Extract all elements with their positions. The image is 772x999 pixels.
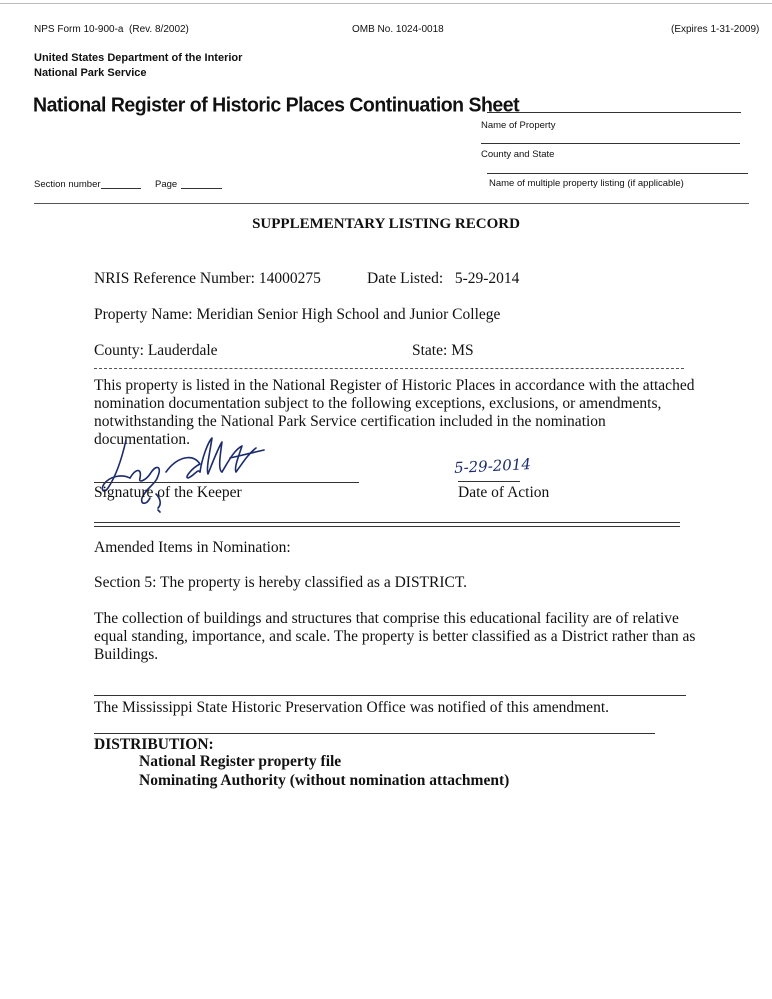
- name-of-property-label: Name of Property: [481, 120, 556, 131]
- statement-line-1: This property is listed in the National Register of Historic Places in accordance with the attached: [94, 377, 695, 394]
- property-name: Property Name: Meridian Senior High School and Junior College: [94, 306, 501, 323]
- page-blank: [181, 188, 222, 189]
- department: United States Department of the Interior: [34, 52, 243, 64]
- service: National Park Service: [34, 67, 147, 79]
- keeper-signature: [96, 428, 271, 518]
- county-state-line: [481, 143, 740, 144]
- date-listed: Date Listed: 5-29-2014: [367, 270, 520, 287]
- dashed-separator: [94, 368, 684, 369]
- expiration: (Expires 1-31-2009): [671, 24, 760, 35]
- distribution-heading: DISTRIBUTION:: [94, 736, 214, 753]
- multiple-listing-label: Name of multiple property listing (if applicable): [489, 178, 684, 189]
- section-number-blank: [101, 188, 141, 189]
- explanation-line-3: Buildings.: [94, 646, 159, 663]
- section-number-label: Section number: [34, 179, 101, 190]
- header-divider: [34, 203, 749, 204]
- record-heading: SUPPLEMENTARY LISTING RECORD: [252, 216, 520, 232]
- statement-line-2: nomination documentation subject to the following exceptions, exclusions, or amendments,: [94, 395, 662, 412]
- county: County: Lauderdale: [94, 342, 218, 359]
- multiple-listing-line: [487, 173, 748, 174]
- section5-amendment: Section 5: The property is hereby classified as a DISTRICT.: [94, 574, 468, 591]
- date-of-action-label: Date of Action: [458, 484, 550, 501]
- scan-edge: [0, 3, 772, 4]
- notification-rule: [94, 695, 686, 696]
- county-state-label: County and State: [481, 149, 555, 160]
- signature-line: [94, 482, 359, 483]
- nris-reference: NRIS Reference Number: 14000275: [94, 270, 321, 287]
- distribution-item-1: National Register property file: [139, 753, 342, 770]
- name-of-property-line: [487, 112, 741, 113]
- omb-number: OMB No. 1024-0018: [352, 24, 444, 35]
- state: State: MS: [412, 342, 474, 359]
- distribution-item-2: Nominating Authority (without nomination attachment): [139, 772, 510, 789]
- shpo-notification: The Mississippi State Historic Preservation Office was notified of this amendment.: [94, 699, 609, 716]
- double-rule-bottom: [94, 526, 680, 527]
- statement-line-4: documentation.: [94, 431, 190, 448]
- sheet-title: National Register of Historic Places Continuation Sheet: [33, 93, 520, 117]
- explanation-line-1: The collection of buildings and structures that comprise this educational facility are of relative: [94, 610, 679, 627]
- action-date-handwritten: 5-29-2014: [453, 454, 532, 478]
- distribution-rule: [94, 733, 655, 734]
- double-rule-top: [94, 522, 680, 523]
- explanation-line-2: equal standing, importance, and scale. The property is better classified as a District rather than as: [94, 628, 696, 645]
- page-label: Page: [155, 179, 178, 190]
- form-id: NPS Form 10-900-a (Rev. 8/2002): [34, 24, 189, 35]
- signature-label: Signature of the Keeper: [94, 484, 242, 501]
- statement-line-3: notwithstanding the National Park Service certification included in the nomination: [94, 413, 606, 430]
- date-line: [458, 481, 520, 482]
- amended-items-heading: Amended Items in Nomination:: [94, 539, 291, 556]
